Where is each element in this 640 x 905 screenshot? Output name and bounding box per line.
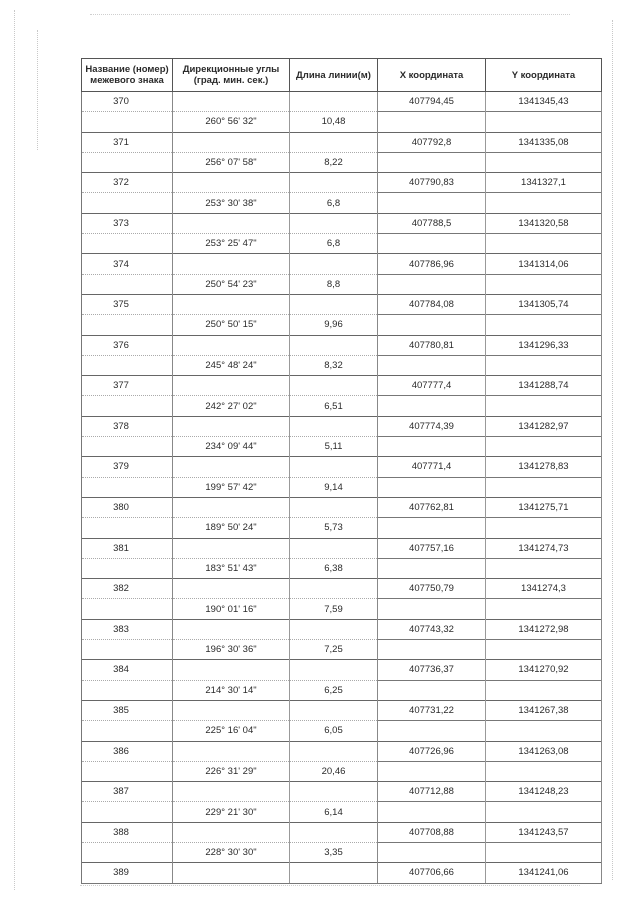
length-cell: 7,25 [290,640,378,660]
scan-artifact [80,885,580,886]
y-coordinate-cell: 1341282,97 [486,416,602,436]
y-coordinate-cell: 1341278,83 [486,457,602,477]
bearing-cell: 250° 50' 15" [173,315,290,335]
table-row [82,721,602,741]
y-coordinate-cell [486,274,602,294]
table-row [82,802,602,822]
y-coordinate-cell [486,112,602,132]
bearing-cell [173,416,290,436]
x-coordinate-cell [378,721,486,741]
table-row [82,842,602,862]
table-row [82,254,602,274]
mark-name-cell [82,518,173,538]
length-cell: 6,8 [290,193,378,213]
length-cell: 5,73 [290,518,378,538]
header-x-coordinate: X координата [378,59,486,92]
bearing-cell: 196° 30' 36" [173,640,290,660]
y-coordinate-cell [486,721,602,741]
table-row [82,376,602,396]
y-coordinate-cell: 1341270,92 [486,660,602,680]
table-row [82,396,602,416]
table-row [82,437,602,457]
length-cell: 8,32 [290,355,378,375]
x-coordinate-cell [378,315,486,335]
table-row [82,558,602,578]
y-coordinate-cell [486,599,602,619]
mark-name-cell [82,234,173,254]
bearing-cell [173,132,290,152]
mark-name-cell: 377 [82,376,173,396]
bearing-cell [173,822,290,842]
bearing-cell: 253° 30' 38" [173,193,290,213]
bearing-cell [173,579,290,599]
y-coordinate-cell: 1341345,43 [486,92,602,112]
bearing-cell [173,782,290,802]
mark-name-cell: 385 [82,700,173,720]
y-coordinate-cell [486,152,602,172]
length-cell [290,254,378,274]
scan-artifact [612,20,613,880]
header-bearing: Дирекционные углы (град. мин. сек.) [173,59,290,92]
x-coordinate-cell [378,274,486,294]
mark-name-cell [82,640,173,660]
y-coordinate-cell [486,234,602,254]
x-coordinate-cell [378,558,486,578]
bearing-cell: 226° 31' 29" [173,761,290,781]
table-body [82,92,602,884]
mark-name-cell [82,193,173,213]
header-mark-name: Название (номер) межевого знака [82,59,173,92]
x-coordinate-cell: 407788,5 [378,213,486,233]
y-coordinate-cell: 1341263,08 [486,741,602,761]
x-coordinate-cell [378,193,486,213]
x-coordinate-cell [378,234,486,254]
x-coordinate-cell: 407731,22 [378,700,486,720]
length-cell [290,457,378,477]
bearing-cell [173,741,290,761]
x-coordinate-cell [378,640,486,660]
mark-name-cell: 384 [82,660,173,680]
y-coordinate-cell [486,802,602,822]
length-cell [290,294,378,314]
length-cell [290,619,378,639]
x-coordinate-cell [378,437,486,457]
length-cell [290,863,378,883]
bearing-cell: 225° 16' 04" [173,721,290,741]
bearing-cell [173,335,290,355]
y-coordinate-cell [486,315,602,335]
x-coordinate-cell [378,680,486,700]
x-coordinate-cell: 407780,81 [378,335,486,355]
y-coordinate-cell [486,477,602,497]
mark-name-cell: 382 [82,579,173,599]
length-cell: 3,35 [290,842,378,862]
mark-name-cell [82,396,173,416]
table-row [82,112,602,132]
table-row [82,234,602,254]
table-row [82,822,602,842]
bearing-cell: 189° 50' 24" [173,518,290,538]
length-cell: 5,11 [290,437,378,457]
table-row [82,782,602,802]
x-coordinate-cell [378,396,486,416]
x-coordinate-cell: 407790,83 [378,173,486,193]
y-coordinate-cell: 1341274,3 [486,579,602,599]
scan-artifact [14,10,15,890]
y-coordinate-cell: 1341296,33 [486,335,602,355]
length-cell [290,335,378,355]
y-coordinate-cell [486,193,602,213]
scan-artifact [37,30,38,150]
bearing-cell: 242° 27' 02" [173,396,290,416]
x-coordinate-cell [378,518,486,538]
table-header-row [82,59,602,92]
y-coordinate-cell: 1341288,74 [486,376,602,396]
table-row [82,599,602,619]
table-row [82,193,602,213]
bearing-cell [173,497,290,517]
y-coordinate-cell: 1341274,73 [486,538,602,558]
mark-name-cell: 376 [82,335,173,355]
y-coordinate-cell: 1341327,1 [486,173,602,193]
mark-name-cell [82,802,173,822]
length-cell [290,741,378,761]
table-row [82,700,602,720]
length-cell [290,700,378,720]
length-cell: 6,14 [290,802,378,822]
table-row [82,680,602,700]
y-coordinate-cell [486,518,602,538]
mark-name-cell: 381 [82,538,173,558]
mark-name-cell: 389 [82,863,173,883]
length-cell [290,579,378,599]
length-cell: 6,25 [290,680,378,700]
x-coordinate-cell: 407736,37 [378,660,486,680]
length-cell: 8,22 [290,152,378,172]
bearing-cell [173,254,290,274]
bearing-cell [173,660,290,680]
mark-name-cell [82,721,173,741]
bearing-cell [173,619,290,639]
table-row [82,335,602,355]
x-coordinate-cell [378,599,486,619]
length-cell [290,822,378,842]
x-coordinate-cell: 407792,8 [378,132,486,152]
x-coordinate-cell [378,112,486,132]
header-line-length: Длина линии(м) [290,59,378,92]
bearing-cell: 260° 56' 32" [173,112,290,132]
x-coordinate-cell [378,842,486,862]
bearing-cell: 250° 54' 23" [173,274,290,294]
y-coordinate-cell [486,396,602,416]
x-coordinate-cell [378,152,486,172]
length-cell [290,660,378,680]
length-cell [290,92,378,112]
table-row [82,863,602,883]
scan-artifact [90,14,570,15]
x-coordinate-cell: 407757,16 [378,538,486,558]
table-row [82,619,602,639]
mark-name-cell [82,680,173,700]
length-cell: 6,51 [290,396,378,416]
x-coordinate-cell: 407786,96 [378,254,486,274]
x-coordinate-cell: 407777,4 [378,376,486,396]
bearing-cell [173,863,290,883]
header-y-coordinate: Y координата [486,59,602,92]
bearing-cell [173,294,290,314]
length-cell: 20,46 [290,761,378,781]
y-coordinate-cell: 1341243,57 [486,822,602,842]
length-cell [290,376,378,396]
bearing-cell: 234° 09' 44" [173,437,290,457]
bearing-cell [173,700,290,720]
length-cell: 9,96 [290,315,378,335]
mark-name-cell [82,842,173,862]
table-row [82,741,602,761]
y-coordinate-cell [486,680,602,700]
bearing-cell: 183° 51' 43" [173,558,290,578]
mark-name-cell: 383 [82,619,173,639]
length-cell: 6,05 [290,721,378,741]
bearing-cell: 228° 30' 30" [173,842,290,862]
table-row [82,660,602,680]
mark-name-cell: 372 [82,173,173,193]
table-row [82,274,602,294]
bearing-cell [173,173,290,193]
y-coordinate-cell [486,558,602,578]
length-cell [290,782,378,802]
length-cell: 10,48 [290,112,378,132]
table-row [82,518,602,538]
mark-name-cell: 374 [82,254,173,274]
table-row [82,92,602,112]
table-row [82,152,602,172]
mark-name-cell: 379 [82,457,173,477]
y-coordinate-cell [486,355,602,375]
bearing-cell [173,213,290,233]
table-row [82,497,602,517]
mark-name-cell: 371 [82,132,173,152]
table-row [82,132,602,152]
length-cell [290,416,378,436]
mark-name-cell: 370 [82,92,173,112]
bearing-cell: 253° 25' 47" [173,234,290,254]
mark-name-cell [82,112,173,132]
mark-name-cell [82,558,173,578]
y-coordinate-cell: 1341314,06 [486,254,602,274]
length-cell [290,173,378,193]
table-row [82,294,602,314]
table-row [82,173,602,193]
x-coordinate-cell: 407726,96 [378,741,486,761]
table-row [82,355,602,375]
x-coordinate-cell: 407794,45 [378,92,486,112]
length-cell: 8,8 [290,274,378,294]
y-coordinate-cell: 1341272,98 [486,619,602,639]
length-cell: 7,59 [290,599,378,619]
y-coordinate-cell [486,437,602,457]
table-row [82,579,602,599]
table-row [82,761,602,781]
x-coordinate-cell: 407784,08 [378,294,486,314]
table-row [82,477,602,497]
mark-name-cell: 373 [82,213,173,233]
length-cell [290,497,378,517]
y-coordinate-cell: 1341267,38 [486,700,602,720]
length-cell: 9,14 [290,477,378,497]
bearing-cell: 229° 21' 30" [173,802,290,822]
table-row [82,457,602,477]
y-coordinate-cell: 1341320,58 [486,213,602,233]
mark-name-cell: 386 [82,741,173,761]
bearing-cell: 199° 57' 42" [173,477,290,497]
x-coordinate-cell: 407771,4 [378,457,486,477]
mark-name-cell [82,274,173,294]
bearing-cell: 256° 07' 58" [173,152,290,172]
length-cell: 6,38 [290,558,378,578]
x-coordinate-cell: 407743,32 [378,619,486,639]
bearing-cell: 245° 48' 24" [173,355,290,375]
mark-name-cell [82,152,173,172]
x-coordinate-cell [378,761,486,781]
table-row [82,315,602,335]
y-coordinate-cell: 1341335,08 [486,132,602,152]
y-coordinate-cell [486,761,602,781]
mark-name-cell: 387 [82,782,173,802]
x-coordinate-cell: 407762,81 [378,497,486,517]
x-coordinate-cell [378,355,486,375]
y-coordinate-cell: 1341275,71 [486,497,602,517]
mark-name-cell [82,477,173,497]
y-coordinate-cell: 1341241,06 [486,863,602,883]
y-coordinate-cell [486,842,602,862]
bearing-cell [173,92,290,112]
bearing-cell: 190° 01' 16" [173,599,290,619]
mark-name-cell [82,599,173,619]
x-coordinate-cell: 407774,39 [378,416,486,436]
y-coordinate-cell [486,640,602,660]
mark-name-cell: 378 [82,416,173,436]
length-cell [290,538,378,558]
length-cell: 6,8 [290,234,378,254]
x-coordinate-cell [378,477,486,497]
mark-name-cell [82,355,173,375]
table-row [82,640,602,660]
x-coordinate-cell: 407706,66 [378,863,486,883]
bearing-cell [173,538,290,558]
table-row [82,213,602,233]
bearing-cell: 214° 30' 14" [173,680,290,700]
x-coordinate-cell: 407750,79 [378,579,486,599]
mark-name-cell: 380 [82,497,173,517]
table-row [82,416,602,436]
x-coordinate-cell [378,802,486,822]
table-row [82,538,602,558]
x-coordinate-cell: 407712,88 [378,782,486,802]
mark-name-cell [82,315,173,335]
mark-name-cell [82,437,173,457]
bearing-cell [173,376,290,396]
mark-name-cell: 388 [82,822,173,842]
bearing-cell [173,457,290,477]
mark-name-cell: 375 [82,294,173,314]
y-coordinate-cell: 1341305,74 [486,294,602,314]
y-coordinate-cell: 1341248,23 [486,782,602,802]
mark-name-cell [82,761,173,781]
boundary-coordinates-table [81,58,602,884]
length-cell [290,213,378,233]
length-cell [290,132,378,152]
x-coordinate-cell: 407708,88 [378,822,486,842]
